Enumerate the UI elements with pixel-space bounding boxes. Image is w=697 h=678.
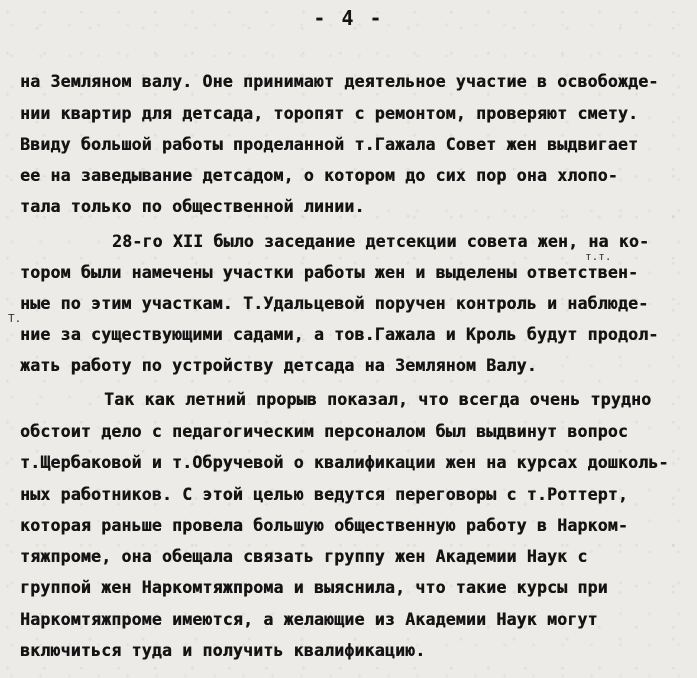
- text-line: тяжпроме, она обещала связать группу жен Академии Наук с: [20, 547, 588, 566]
- text-line: 28-го XII было заседание детсекции совета жен, на ко-: [112, 232, 650, 251]
- text-line: ных работников. С этой целью ведутся переговоры с т.Роттерт,: [20, 485, 629, 504]
- text-line: нии квартир для детсада, торопят с ремонтом, проверяют смету.: [20, 104, 639, 123]
- handwritten-mark: т.т.: [585, 250, 612, 263]
- text-line: жать работу по устройству детсада на Земляном Валу.: [20, 356, 537, 375]
- handwritten-mark: Т.: [8, 312, 22, 325]
- text-line: Наркомтяжпроме имеются, а желающие из Академии Наук могут: [20, 610, 598, 629]
- text-line: включиться туда и получить квалификацию.: [20, 641, 426, 660]
- text-line: тала только по общественной линии.: [20, 197, 365, 216]
- text-line: ее на заведывание детсадом, о котором до сих пор она хлопо-: [20, 166, 618, 185]
- text-line: которая раньше провела большую общественную работу в Нарком-: [20, 516, 629, 535]
- text-line: обстоит дело с педагогическим персоналом был выдвинут вопрос: [20, 422, 629, 441]
- text-line: Так как летний прорыв показал, что всегда очень трудно: [104, 390, 652, 409]
- text-line: Ввиду большой работы проделанной т.Гажала Совет жен выдвигает: [20, 135, 639, 154]
- text-line: тором были намечены участки работы жен и выделены ответствен-: [20, 263, 639, 282]
- text-line: т.Щербаковой и т.Обручевой о квалификации жен на курсах дошколь-: [20, 453, 669, 472]
- text-line: на Земляном валу. Оне принимают деятельное участие в освобожде-: [20, 72, 659, 91]
- text-line: ние за существующими садами, а тов.Гажала и Кроль будут продол-: [20, 325, 659, 344]
- text-line: ные по этим участкам. Т.Удальцевой поручен контроль и наблюде-: [20, 294, 649, 313]
- text-line: группой жен Наркомтяжпрома и выяснила, что такие курсы при: [20, 578, 608, 597]
- page-number: - 4 -: [313, 6, 384, 30]
